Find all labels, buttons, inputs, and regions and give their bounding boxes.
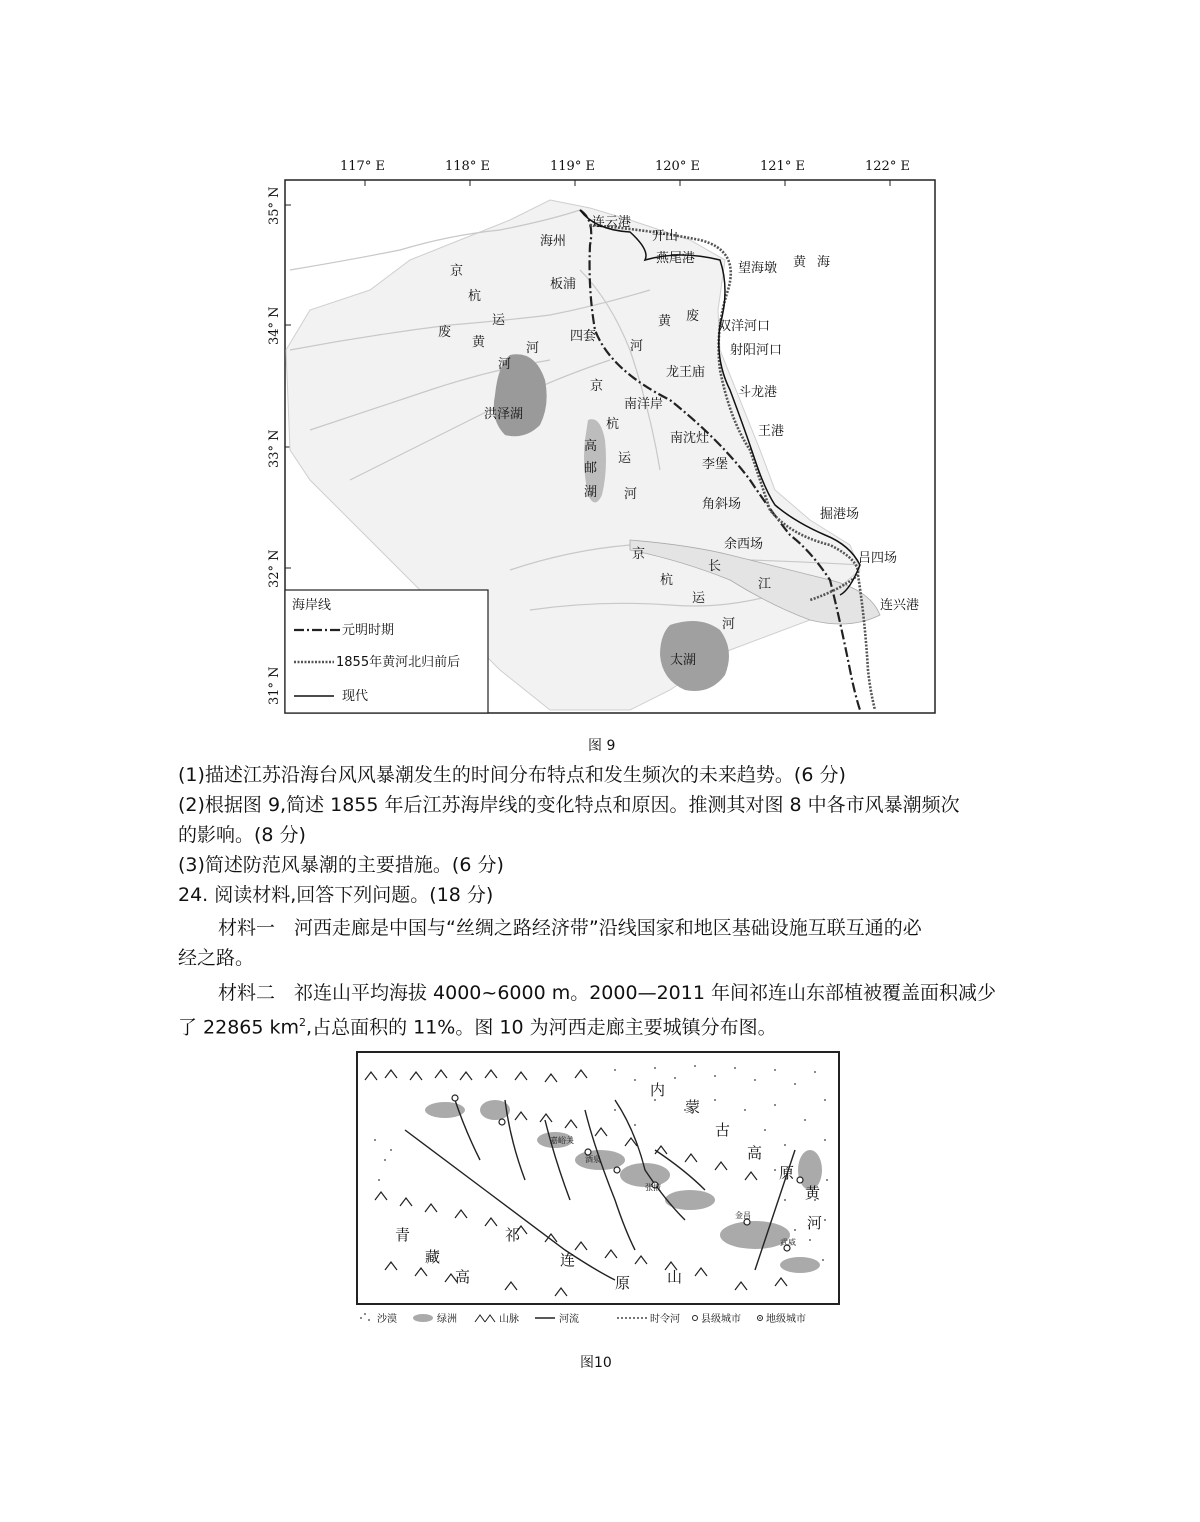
label-qingzang-3: 高 xyxy=(455,1268,471,1286)
label-jinghang-3-3: 运 xyxy=(692,591,706,606)
label-qilian-1: 祁 xyxy=(505,1226,521,1244)
coastline-legend xyxy=(285,590,488,713)
figure-9-map xyxy=(250,150,950,725)
fig10-legend xyxy=(360,1312,806,1325)
legend-item-modern: 现代 xyxy=(342,689,369,704)
label-nanyangan: 南洋岸 xyxy=(624,397,664,412)
label-gaoyouhu-1: 高 xyxy=(584,439,598,454)
legend-item-yuanming: 元明时期 xyxy=(342,623,395,638)
label-wanggang: 王港 xyxy=(758,424,785,439)
legend-item-1855: 1855年黄河北归前后 xyxy=(336,655,461,670)
label-zhangye: 张掖 xyxy=(645,1183,661,1192)
legend-river: 河流 xyxy=(559,1314,579,1325)
label-huanghai-1: 黄 xyxy=(793,255,807,270)
km2-superscript: 2 xyxy=(299,1016,307,1029)
label-doulonggang: 斗龙港 xyxy=(738,385,778,400)
label-sheyanghekou: 射阳河口 xyxy=(730,343,783,358)
question-2-line-1: (2)根据图 9,简述 1855 年后江苏海岸线的变化特点和原因。推测其对图 8 中各市风暴潮频次 xyxy=(178,794,960,816)
label-qingzang-1: 青 xyxy=(395,1226,411,1244)
question-24: 24. 阅读材料,回答下列问题。(18 分) xyxy=(178,884,494,906)
label-jinghang-1-3: 运 xyxy=(492,313,506,328)
label-changjiang-2: 江 xyxy=(758,577,772,592)
label-gaoyouhu-3: 湖 xyxy=(584,485,598,500)
label-feihuanghe-fei: 废 xyxy=(686,309,700,324)
label-changjiang-1: 长 xyxy=(708,559,722,574)
lon-tick-122: 122° E xyxy=(865,159,910,174)
label-wuwei: 武威 xyxy=(780,1238,796,1247)
label-qingzang-4: 原 xyxy=(615,1274,631,1292)
label-jinghang-2-3: 运 xyxy=(618,451,632,466)
label-jinghang-3-2: 杭 xyxy=(660,573,674,588)
label-feihuanghe-he: 河 xyxy=(630,339,644,354)
label-sitao: 四套 xyxy=(570,329,597,344)
label-yuxichang: 余西场 xyxy=(724,537,764,552)
material-1-line-2: 经之路。 xyxy=(178,947,255,969)
label-jiaoxiechang: 角斜场 xyxy=(702,497,742,512)
label-libao: 李堡 xyxy=(702,457,729,472)
label-huanghai-2: 海 xyxy=(817,255,831,270)
label-jinghang-2-4: 河 xyxy=(624,487,638,502)
label-neimenggu-1: 内 xyxy=(650,1081,666,1099)
fig10-frame xyxy=(357,1052,839,1304)
label-jinchang: 金昌 xyxy=(735,1211,751,1220)
label-huanghe-1: 黄 xyxy=(805,1184,821,1202)
label-jinghang-2-2: 杭 xyxy=(606,417,620,432)
label-hongzehu: 洪泽湖 xyxy=(484,407,524,422)
label-kaishan: 开山 xyxy=(652,229,679,244)
label-jinghang-3-1: 京 xyxy=(632,547,646,562)
label-jinghang-1-2: 杭 xyxy=(468,289,482,304)
label-neimenggu-4: 高 xyxy=(747,1144,763,1162)
label-feihuang-1-1: 废 xyxy=(438,325,452,340)
label-neimenggu-2: 蒙 xyxy=(685,1098,701,1116)
label-juegangchang: 掘港场 xyxy=(820,507,860,522)
label-qilian-3: 山 xyxy=(667,1268,683,1286)
material-2-line-2 xyxy=(178,1010,777,1040)
material-2-line-2-a: 了 22865 km xyxy=(178,1016,300,1039)
question-1: (1)描述江苏沿海台风风暴潮发生的时间分布特点和发生频次的未来趋势。(6 分) xyxy=(178,764,846,786)
material-2-line-2-b: ,占总面积的 11%。图 10 为河西走廊主要城镇分布图。 xyxy=(306,1016,777,1039)
lat-tick-33: 33° N xyxy=(267,429,282,468)
legend-desert: 沙漠 xyxy=(377,1314,397,1325)
question-3: (3)简述防范风暴潮的主要措施。(6 分) xyxy=(178,854,504,876)
lat-tick-34: 34° N xyxy=(267,306,282,345)
lon-tick-119: 119° E xyxy=(550,159,595,174)
label-feihuanghe-huang: 黄 xyxy=(658,314,672,329)
label-banpu: 板浦 xyxy=(550,277,577,292)
lat-tick-32: 32° N xyxy=(267,549,282,588)
lon-tick-121: 121° E xyxy=(760,159,805,174)
legend-title: 海岸线 xyxy=(292,598,332,613)
material-1-line-1: 材料一 河西走廊是中国与“丝绸之路经济带”沿线国家和地区基础设施互联互通的必 xyxy=(218,917,922,939)
label-jiayuguan: 嘉峪关 xyxy=(550,1136,574,1145)
label-lianxinggang: 连兴港 xyxy=(880,598,920,613)
label-taihu: 太湖 xyxy=(670,653,697,668)
lat-tick-35: 35° N xyxy=(267,186,282,225)
lon-tick-118: 118° E xyxy=(445,159,490,174)
label-feihuang-1-2: 黄 xyxy=(472,335,486,350)
lon-tick-120: 120° E xyxy=(655,159,700,174)
figure-10-caption: 图10 xyxy=(580,1355,612,1371)
legend-county-city: 县级城市 xyxy=(701,1314,741,1325)
legend-seasonal-river: 时令河 xyxy=(650,1314,680,1325)
label-jinghang-1-1: 京 xyxy=(450,264,464,279)
question-2-line-2: 的影响。(8 分) xyxy=(178,824,306,846)
label-neimenggu-5: 原 xyxy=(779,1164,795,1182)
label-nanshenzao: 南沈灶 xyxy=(670,431,710,446)
label-haizhou: 海州 xyxy=(540,234,567,249)
label-shuangyanghekou: 双洋河口 xyxy=(718,319,771,334)
label-longwangmiao: 龙王庙 xyxy=(666,365,706,380)
figure-10-map xyxy=(355,1050,845,1330)
label-feihuang-1-3: 河 xyxy=(498,357,512,372)
legend-prefecture-city: 地级城市 xyxy=(766,1314,806,1325)
lat-tick-31: 31° N xyxy=(267,666,282,705)
legend-mountain: 山脉 xyxy=(499,1314,519,1325)
figure-9-caption: 图 9 xyxy=(588,738,616,754)
material-2-line-1: 材料二 祁连山平均海拔 4000~6000 m。2000—2011 年间祁连山东部植被覆盖面积减少 xyxy=(218,982,996,1004)
label-jiuquan: 酒泉 xyxy=(585,1155,601,1164)
label-jinghang-1-4: 河 xyxy=(526,341,540,356)
label-qingzang-2: 藏 xyxy=(425,1248,441,1266)
label-huanghe-2: 河 xyxy=(807,1214,823,1232)
legend-oasis: 绿洲 xyxy=(437,1314,457,1325)
label-gaoyouhu-2: 邮 xyxy=(584,461,598,476)
label-yanweigang: 燕尾港 xyxy=(656,251,696,266)
label-wanghaidun: 望海墩 xyxy=(738,261,778,276)
label-lianyungang: 连云港 xyxy=(592,215,632,230)
label-qilian-2: 连 xyxy=(560,1251,576,1269)
label-jinghang-2-1: 京 xyxy=(590,379,604,394)
label-neimenggu-3: 古 xyxy=(715,1121,731,1139)
label-lvsichang: 吕四场 xyxy=(858,551,898,566)
lon-tick-117: 117° E xyxy=(340,159,385,174)
label-jinghang-3-4: 河 xyxy=(722,617,736,632)
